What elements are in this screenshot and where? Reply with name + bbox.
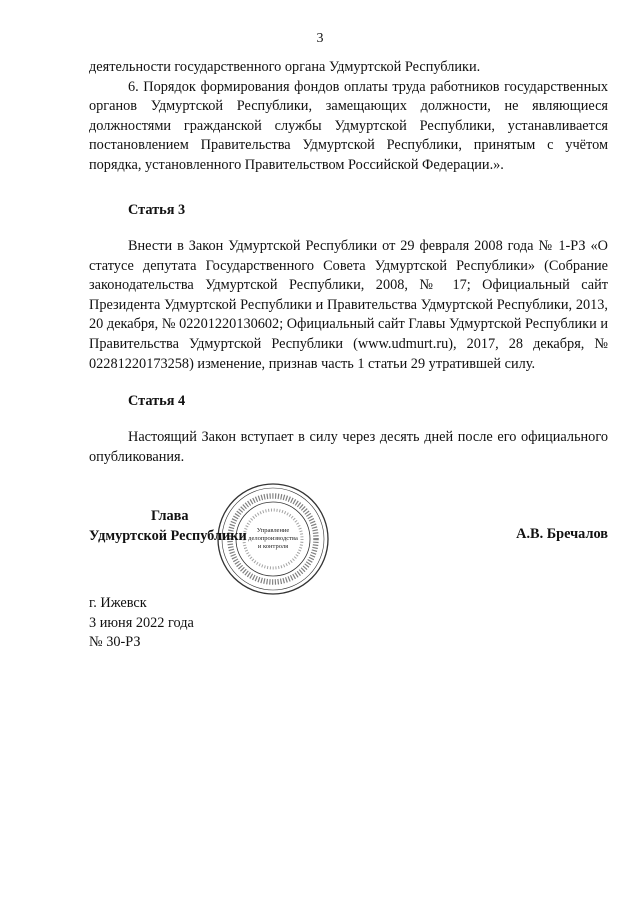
article-4-block [89, 428, 608, 467]
seal-center-line-1: Управление [256, 527, 290, 534]
signature-title-line-2: Удмуртской Республики [89, 527, 247, 544]
seal-center-line-2: делопроизводства [248, 535, 298, 542]
article-3-block [89, 237, 608, 374]
signatory-name: А.В. Бречалов [516, 526, 608, 542]
law-number: № 30-РЗ [89, 634, 141, 651]
article-4-paragraph: Настоящий Закон вступает в силу через десять дней после его официального опубликования. [89, 429, 608, 465]
seal-center-line-3: и контроля [257, 543, 289, 550]
signature-title [89, 507, 247, 546]
place-of-signing: г. Ижевск [89, 595, 147, 611]
continuation-paragraph: деятельности государственного органа Удмуртской Республики. [89, 59, 481, 75]
place-date-number-block [89, 594, 194, 653]
signature-title-line-1: Глава [151, 508, 189, 524]
clause-6-block [89, 58, 608, 176]
page-number: 3 [316, 31, 324, 46]
signing-date: 3 июня 2022 года [89, 614, 194, 631]
article-3-paragraph: Внести в Закон Удмуртской Республики от 29 февраля 2008 года № 1-РЗ «О статусе депутата Государственного Совета Удмуртской Республики» (Собрание законодательства Удмуртской Республики, 2008, № 17; Официальный сайт Президента Удмуртской Республики и Правительства Удмуртской Республики, 2013, 20 декабря, № 02201220130602; Официальный сайт Главы Удмуртской Республики и Правительства Удмуртской Республики (www.udmurt.ru), 2017, 28 декабря, № 02281220173258) изменение, признав часть 1 статьи 29 утратившей силу. [89, 238, 608, 372]
article-3-heading: Статья 3 [128, 202, 186, 218]
article-4-heading: Статья 4 [128, 393, 186, 409]
clause-6-paragraph: 6. Порядок формирования фондов оплаты труда работников государственных органов Удмуртской Республики, замещающих должности, не являющиеся должностями гражданской службы Удмуртской Республики, устанавливается постановлением Правительства Удмуртской Республики, принятым с учётом порядка, установленного Правительством Российской Федерации.». [89, 78, 608, 173]
